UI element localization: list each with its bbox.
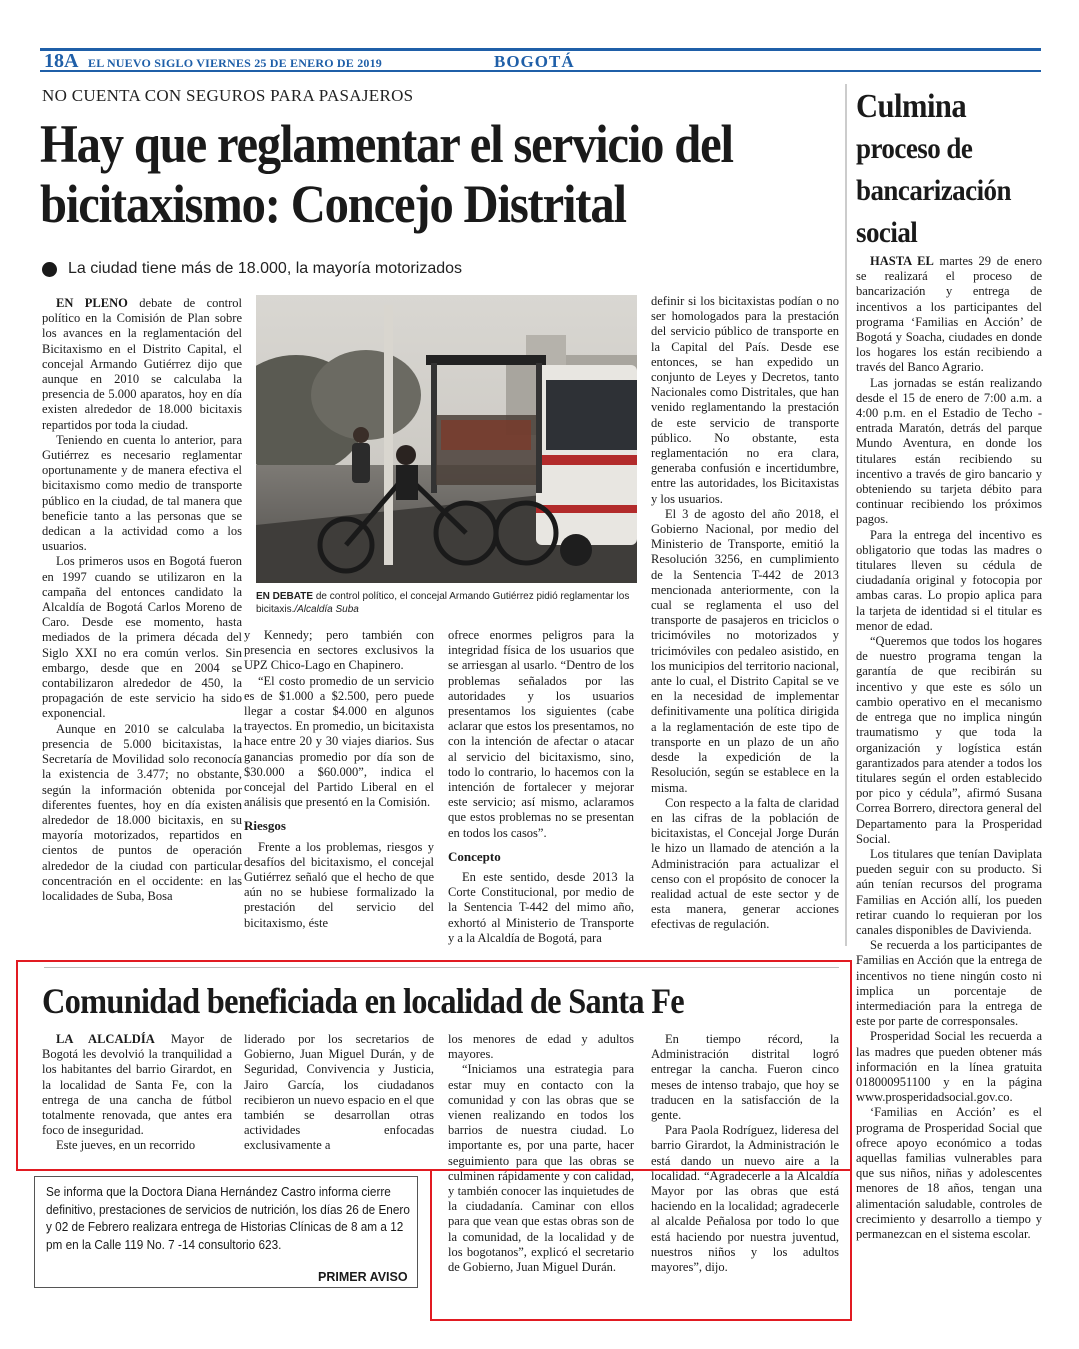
paragraph: liderado por los secretarios de Gobierno, Juan Miguel Durán, y de Seguridad, Convivencia y Justicia, Jairo García, los ciudadanos recibieron un nuevo espacio en el que también se desarrollan otras actividades enfocadas exclusivamente a [244, 1032, 434, 1153]
paragraph: En este sentido, desde 2013 la Corte Constitucional, por medio de la Sentencia T-442 del mimo año, exhortó al Ministerio de Transporte y a la Alcaldía de Bogotá, para [448, 870, 634, 945]
paragraph: Para Paola Rodríguez, lideresa del barrio Girardot, la Administración le está dando un nuevo aire a la localidad. “Agradecerle a la Alcaldía Mayor por las obras que está haciendo en la localidad; agradecerle al alcalde Peñalosa por todo lo que está haciendo por nuestra juventud, nuestros niños y los adultos mayores”, dijo. [651, 1123, 839, 1275]
paragraph: “Iniciamos una estrategia para estar muy en contacto con la comunidad y con las obras que se vienen realizando en todos los barrios de nuestra ciudad. Lo importante es, por una parte, hacer seguimiento para que las obras se culminen rápidamente y con calidad, y también conocer las inquietudes de la ciudadanía. Caminar con ellos para que vean que estas obras son de la comunidad, de la localidad y de los bogotanos”, explicó el secretario de Gobierno, Juan Miguel Durán. [448, 1062, 634, 1275]
paragraph: y Kennedy; pero también con presencia en sectores exclusivos la UPZ Chico-Lago en Chapinero. [244, 628, 434, 673]
lead-in: LA ALCALDÍA [56, 1032, 155, 1046]
notice-signature: PRIMER AVISO [318, 1270, 408, 1284]
paragraph: martes 29 de enero se realizará el proceso de bancarización y entrega de incentivos a los participantes del programa ‘Familias en Acción’ de Bogotá y Soacha, ciudades en donde los hogares los están recibiendo a través del Banco Agrario. [856, 254, 1042, 375]
paragraph: “Queremos que todos los hogares de nuestro programa tengan la garantía de que recibirán su incentivo y que este es sólo un cambio operativo en el mecanismo de entrega que no implica ningún traumatismo y que toda la organización y logística están garantizados para atender a todos los titulares según el orden establecido por pico y cédula”, afirmó Susana Correa Borrero, directora general del Departamento para la Prosperidad Social. [856, 634, 1042, 846]
paragraph: Con respecto a la falta de claridad en las cifras de la población de bicitaxistas, el Concejal Jorge Durán le hizo un llamado de atención a la Administración para actualizar el censo con el propósito de conocer la realidad actual de este sector y de esta manera, generar acciones efectivas de regulación. [651, 795, 839, 932]
highlight-box-bottom [430, 1169, 852, 1321]
bullet-icon [42, 262, 57, 277]
bus-icon [536, 365, 637, 566]
lamp-post-icon [384, 305, 393, 565]
paragraph: Frente a los problemas, riesgos y desafíos del bicitaxismo, el concejal Gutiérrez señaló que el hecho de que aún no se hubiese formalizado la prestación del servicio del bicitaxismo, éste [244, 839, 434, 930]
paragraph: definir si los bicitaxistas podían o no ser homologados para la prestación del servicio público de transporte en la Capital del País. Desde ese entonces, se han expedido un conjunto de Leyes y Decretos, tanto Nacionales como Distritales, que han venido reglamentando la prestación de este servicio de transporte público. No obstante, esta reglamentación no era clara, generaba confusión e incertidumbre, entre las autoridades, los Bicitaxistas y los usuarios. [651, 294, 839, 506]
paragraph: ofrece enormes peligros para la integridad física de los usuarios que se arriesgan al usarlo. “Dentro de los problemas señalados por las autoridades y los usuarios presentamos los siguientes (cabe aclarar que estos los presentamos, no con la intención de afectar o atacar al servicio del bicitaxismo, sino, todo lo contrario, lo hacemos con la intención de fortalecer y mejorar este servicio; así mismo, aclaramos que estos problemas no se presentan en todos los casos”. [448, 628, 634, 840]
subheading-concepto: Concepto [448, 848, 501, 864]
paragraph: los menores de edad y adultos mayores. [448, 1032, 634, 1062]
photo-caption [256, 590, 637, 616]
main-column-2 [244, 628, 434, 931]
main-column-3 [448, 628, 634, 946]
lead-in: EN PLENO [56, 296, 128, 310]
paragraph: Las jornadas se están realizando desde el 15 de enero de 7:00 a.m. a 4:00 p.m. en el Estadio de Techo - entrada Maratón, detrás del parque Mundo Aventura, en donde los titulares están recibiendo su incentivo a través de giro bancario y obteniendo su tarjeta débito para continuar recibiendo los próximos pagos. [856, 375, 1042, 527]
paragraph: Los primeros usos en Bogotá fueron en 1997 cuando se utilizaron en la campaña del entonces candidato la Alcaldía de Bogotá Carlos Moreno de Caro. Desde ese momento, hasta mediados de la primera década del Siglo XXI no era común verlos. Sin embargo, desde que en 2004 se contabilizaron alrededor de 450, la propagación de este servicio ha sido exponencial. [42, 554, 242, 721]
pedestrian-icon [352, 427, 370, 483]
page-number: 18A [44, 50, 79, 72]
main-column-4 [651, 294, 839, 933]
caption-lead: EN DEBATE [256, 591, 314, 602]
paragraph: Teniendo en cuenta lo anterior, para Gutiérrez es necesario reglamentar oportunamente y de manera efectiva el bicitaxismo como medio de transporte público en la ciudad, de tal manera que beneficie tanto a las personas que se dedican a la actividad como a los usuarios. [42, 432, 242, 554]
paragraph: Este jueves, en un recorrido [56, 1138, 196, 1153]
paragraph: “El costo promedio de un servicio es de $1.000 a $2.500, pero puede llegar a costar $4.000 en algunos trayectos. En promedio, un bicitaxista hace entre 20 y 30 viajes diarios. Sus ganancias promedio por día son de $30.000 a $60.000”, indica el concejal del Partido Liberal en el análisis que presentó en la Comisión. [244, 673, 434, 810]
section-name: BOGOTÁ [494, 52, 575, 71]
paragraph: Se recuerda a los participantes de Familias en Acción que la entrega de incentivos no tiene ningún costo ni implica un porcentaje de intermediación para la entrega de este por parte de corresponsales. [856, 938, 1042, 1029]
paragraph: En tiempo récord, la Administración distrital logró entregar la cancha. Fueron cinco meses de intenso trabajo, que hoy se traducen en la satisfacción de la gente. [651, 1032, 839, 1123]
sidebar-body [856, 254, 1042, 1242]
bicitaxi-photo-illustration [256, 295, 637, 583]
article-photo [256, 295, 637, 583]
paper-name-date: EL NUEVO SIGLO VIERNES 25 DE ENERO DE 2019 [88, 56, 383, 70]
highlight-box-top [16, 960, 852, 1171]
sidebar-title-line1: Culmina [856, 88, 967, 125]
caption-text: de control político, el concejal Armando Gutiérrez pidió reglamentar los bicitaxis. [256, 591, 630, 615]
notice-text: Se informa que la Doctora Diana Hernández Castro informa cierre definitivo, prestaciones de servicios de nutrición, los días 26 de Enero y 02 de Febrero realizara entrega de Historias Clínicas de 8 am a 12 pm en la Calle 119 No. 7 -14 consultorio 623. [46, 1184, 410, 1252]
paragraph: Aunque en 2010 se calculaba la presencia de 5.000 bicitaxistas, la Secretaría de Movilidad solo reconocía la existencia de 3.477; no obstante, según la información obtenida por diferentes fuentes, hoy en día existen alrededor de 18.000 bicitaxis, en su mayoría motorizados, repartidos en cientos de puntos de operación alrededor de la ciudad con particular concentración en el occidente: en las localidades de Suba, Bosa [42, 721, 242, 903]
paragraph: Los titulares que tenían Daviplata pueden seguir con su producto. Si aún tenían recursos del programa Familias en Acción allí, los pueden retirar cuando lo requieran por los canales disponibles de Davivienda. [856, 846, 1042, 937]
headline-santa-fe: Comunidad beneficiada en localidad de Santa Fe [42, 981, 684, 1021]
paragraph: debate de control político en la Comisión de Plan sobre los avances en la reglamentación del Bicitaxismo en el Distrito Capital, el concejal Armando Gutiérrez dijo que aunque en 2010 se calculaba la presencia de 5.000 aparatos, hoy en día existen alrededor de 18.000 bicitaxis repartidos por toda la ciudad. [42, 296, 242, 432]
paragraph: Prosperidad Social les recuerda a las madres que pueden obtener más información en la línea gratuita 018000951100 y en la página www.prosperidadsocial.gov.co. [856, 1029, 1042, 1105]
main-column-1 [42, 296, 242, 904]
paragraph: ‘Familias en Acción’ es el programa de Prosperidad Social que ofrece apoyo económico a todas aquellas familias vulnerables para que sus niños, niñas y adolescentes menores de 18 años, tengan una alimentación saludable, controles de crecimiento y desarrollo a tiempo y permanezcan en el sistema escolar. [856, 1105, 1042, 1241]
paragraph: Mayor de Bogotá les devolvió la tranquilidad a los habitantes del barrio Girardot, en la localidad de Santa Fe, con la entrega de una cancha de fútbol totalmente renovada, que antes era foco de inseguridad. [42, 1032, 233, 1138]
lead-in: HASTA EL [870, 254, 934, 268]
paragraph: El 3 de agosto del año 2018, el Gobierno Nacional, por medio del Ministerio de Transporte, emitió la Resolución 3256, en cumplimiento de la Sentencia T-442 de 2013 mencionada anteriormente, con la cual se reglamenta el uso del transporte de pasajeros en triciclos o tricimóviles no motorizados y tricimóviles con pedaleo asistido, en los municipios del territorio nacional, ante lo cual, el Distrito Capital se ve en la necesidad de implementar definitivamente una política dirigida a la reglamentación de este tipo de transporte en un plazo de un año desde la expedición de la Resolución, según se establece en la misma. [651, 506, 839, 795]
headline: Hay que reglamentar el servicio del bicitaxismo: Concejo Distrital [40, 114, 733, 234]
paragraph: Para la entrega del incentivo es obligatorio que todas las madres o titulares lleven su cédula de ciudadanía original y fotocopia por ambas caras. Lo propio aplica para la tarjeta de identidad si el titular es menor de edad. [856, 527, 1042, 633]
photo-credit: /Alcaldía Suba [294, 604, 359, 615]
subhead: La ciudad tiene más de 18.000, la mayoría motorizados [68, 260, 463, 277]
subheading-riesgos: Riesgos [244, 818, 286, 834]
sidebar-title [856, 86, 1027, 254]
sidebar-title-rest: proceso de bancarización social [856, 132, 1011, 249]
kicker: NO CUENTA CON SEGUROS PARA PASAJEROS [42, 86, 414, 105]
sidebar-divider [845, 84, 847, 946]
